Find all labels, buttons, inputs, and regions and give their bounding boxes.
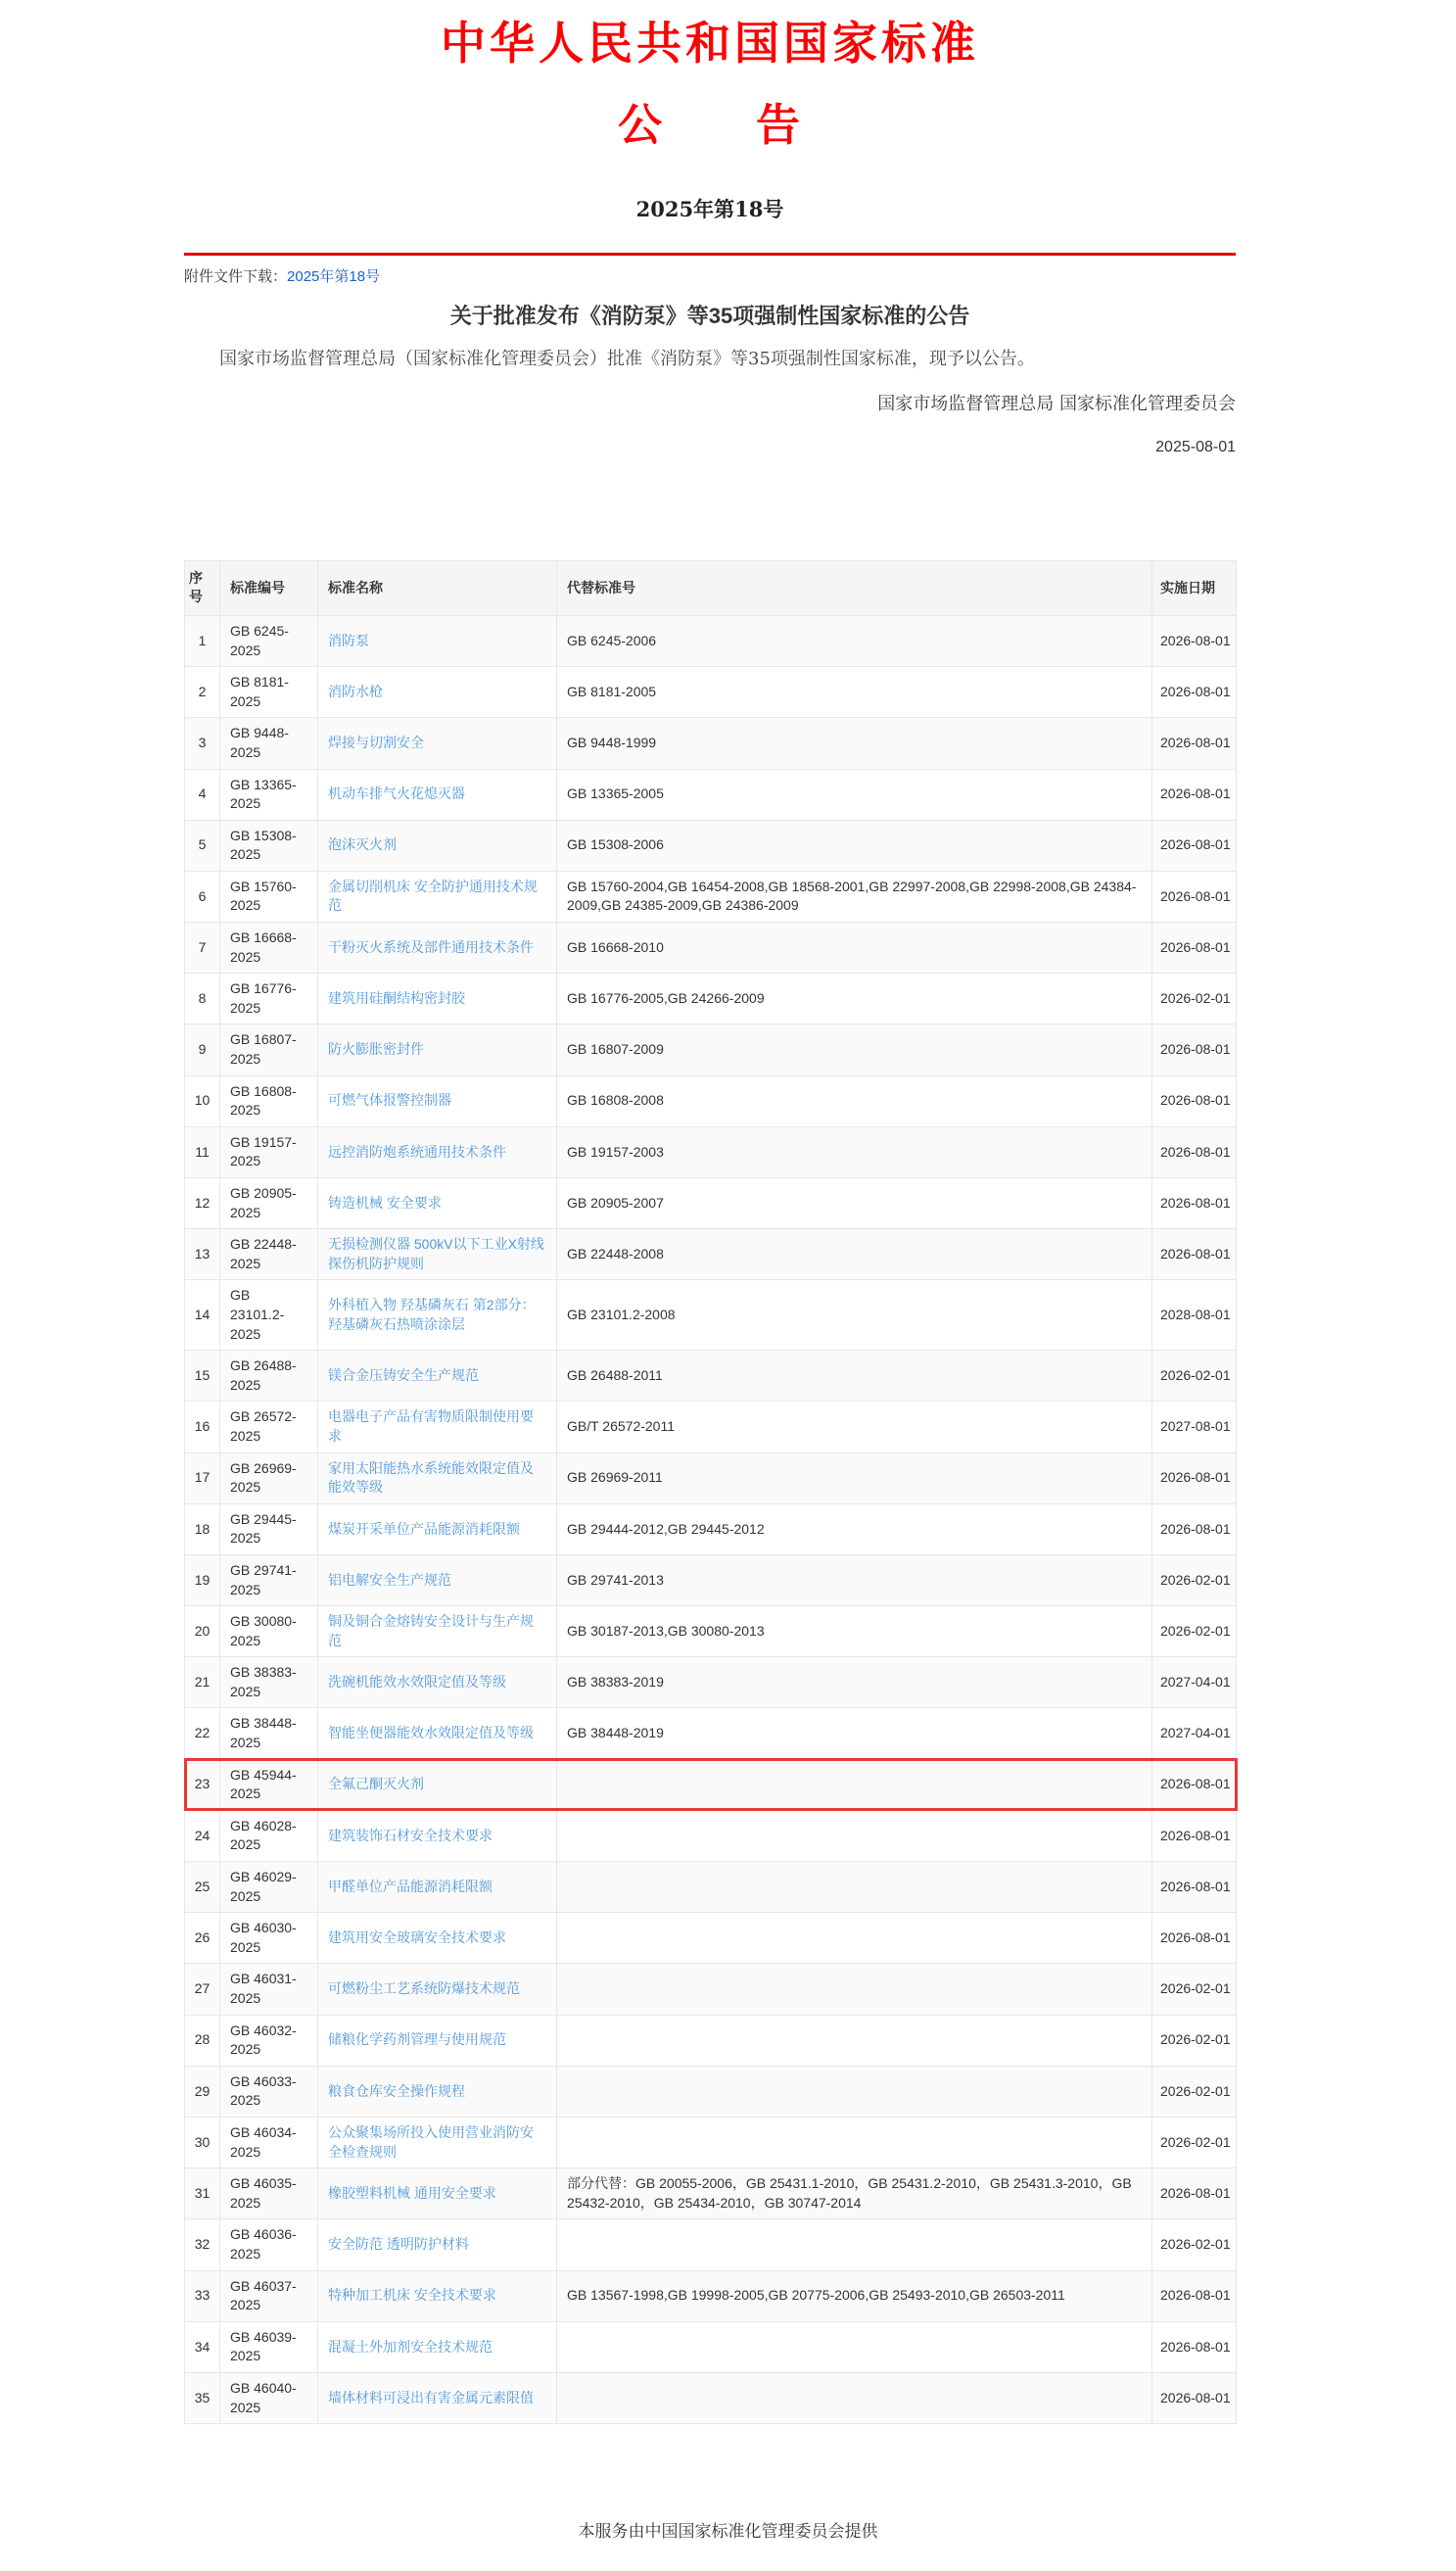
cell-replaced-standards: [557, 1964, 1152, 2015]
column-header-code: 标准编号: [220, 560, 318, 615]
cell-standard-code: GB 15760-2025: [220, 871, 318, 922]
attachment-row: [184, 256, 1236, 288]
cell-standard-code: GB 13365-2025: [220, 769, 318, 820]
cell-serial-number: 29: [185, 2066, 220, 2117]
cell-serial-number: 27: [185, 1964, 220, 2015]
cell-replaced-standards: GB 13567-1998,GB 19998-2005,GB 20775-2006,GB 25493-2010,GB 26503-2011: [557, 2270, 1152, 2321]
cell-standard-code: GB 38448-2025: [220, 1708, 318, 1759]
cell-implementation-date: 2026-08-01: [1152, 2168, 1237, 2219]
standards-table-body: [185, 615, 1237, 2423]
cell-standard-code: GB 9448-2025: [220, 718, 318, 769]
table-row: [185, 1178, 1237, 1229]
notice-title: 关于批准发布《消防泵》等35项强制性国家标准的公告: [449, 303, 970, 328]
cell-implementation-date: 2026-02-01: [1152, 2015, 1237, 2066]
cell-replaced-standards: [557, 1810, 1152, 1861]
table-row: [185, 923, 1237, 974]
publish-date: 2025-08-01: [1155, 438, 1236, 455]
cell-serial-number: 5: [185, 820, 220, 871]
cell-serial-number: 17: [185, 1452, 220, 1503]
cell-replaced-standards: GB 20905-2007: [557, 1178, 1152, 1229]
cell-standard-code: GB 22448-2025: [220, 1229, 318, 1280]
cell-replaced-standards: GB 15760-2004,GB 16454-2008,GB 18568-2001,GB 22997-2008,GB 22998-2008,GB 24384-2009,GB 24385-2009,GB 24386-2009: [557, 871, 1152, 922]
cell-serial-number: 15: [185, 1351, 220, 1402]
cell-standard-code: GB 46037-2025: [220, 2270, 318, 2321]
standard-name-link[interactable]: 墙体材料可浸出有害金属元素限值: [328, 2389, 534, 2405]
cell-implementation-date: 2027-08-01: [1152, 1402, 1237, 1452]
cell-standard-code: GB 46040-2025: [220, 2372, 318, 2423]
cell-replaced-standards: GB 16776-2005,GB 24266-2009: [557, 974, 1152, 1024]
attachment-download-link[interactable]: 2025年第18号: [287, 267, 381, 285]
cell-implementation-date: 2028-08-01: [1152, 1280, 1237, 1351]
standard-name-link[interactable]: 铝电解安全生产规范: [328, 1571, 451, 1588]
cell-replaced-standards: GB 16807-2009: [557, 1024, 1152, 1075]
cell-serial-number: 28: [185, 2015, 220, 2066]
cell-standard-code: GB 38383-2025: [220, 1657, 318, 1708]
cell-implementation-date: 2026-08-01: [1152, 615, 1237, 666]
cell-serial-number: 22: [185, 1708, 220, 1759]
cell-standard-code: GB 46035-2025: [220, 2168, 318, 2219]
cell-standard-code: GB 23101.2-2025: [220, 1280, 318, 1351]
standard-name-link[interactable]: 甲醛单位产品能源消耗限额: [328, 1878, 493, 1894]
cell-implementation-date: 2027-04-01: [1152, 1708, 1237, 1759]
cell-implementation-date: 2026-08-01: [1152, 820, 1237, 871]
cell-replaced-standards: [557, 2117, 1152, 2167]
cell-implementation-date: 2026-08-01: [1152, 1503, 1237, 1554]
cell-standard-code: GB 46034-2025: [220, 2117, 318, 2167]
cell-implementation-date: 2026-08-01: [1152, 1862, 1237, 1913]
table-row: [185, 1402, 1237, 1452]
standard-name-link[interactable]: 公众聚集场所投入使用营业消防安全检查规则: [328, 2123, 534, 2160]
cell-serial-number: 26: [185, 1913, 220, 1964]
cell-implementation-date: 2027-04-01: [1152, 1657, 1237, 1708]
cell-implementation-date: 2026-08-01: [1152, 1075, 1237, 1126]
cell-replaced-standards: GB 29444-2012,GB 29445-2012: [557, 1503, 1152, 1554]
standards-table: [184, 560, 1237, 2424]
cell-implementation-date: 2026-08-01: [1152, 1024, 1237, 1075]
standard-name-link[interactable]: 可燃粉尘工艺系统防爆技术规范: [328, 1980, 520, 1997]
column-header-name: 标准名称: [318, 560, 557, 615]
table-row: [185, 2117, 1237, 2167]
cell-replaced-standards: GB 38448-2019: [557, 1708, 1152, 1759]
standard-name-link[interactable]: 建筑装饰石材安全技术要求: [328, 1827, 493, 1843]
cell-serial-number: 12: [185, 1178, 220, 1229]
standard-name-link[interactable]: 铜及铜合金熔铸安全设计与生产规范: [328, 1613, 534, 1648]
table-row: [185, 2015, 1237, 2066]
cell-replaced-standards: GB 6245-2006: [557, 615, 1152, 666]
cell-replaced-standards: GB 15308-2006: [557, 820, 1152, 871]
issuer-signature: 国家市场监督管理总局 国家标准化管理委员会: [877, 393, 1236, 414]
table-row: [185, 2372, 1237, 2423]
cell-implementation-date: 2026-08-01: [1152, 1810, 1237, 1861]
column-header-replaces: 代替标准号: [557, 560, 1152, 615]
table-row: [185, 1810, 1237, 1861]
cell-standard-code: GB 45944-2025: [220, 1759, 318, 1810]
cell-standard-code: GB 26488-2025: [220, 1351, 318, 1402]
cell-replaced-standards: [557, 2372, 1152, 2423]
table-row: [185, 1554, 1237, 1605]
table-row: [185, 871, 1237, 922]
cell-implementation-date: 2026-08-01: [1152, 1229, 1237, 1280]
cell-serial-number: 35: [185, 2372, 220, 2423]
cell-serial-number: 18: [185, 1503, 220, 1554]
table-row: [185, 1862, 1237, 1913]
cell-standard-code: GB 15308-2025: [220, 820, 318, 871]
table-row: [185, 1024, 1237, 1075]
standard-name-link[interactable]: 无损检测仪器 500kV以下工业X射线探伤机防护规则: [328, 1236, 544, 1271]
cell-replaced-standards: GB 16668-2010: [557, 923, 1152, 974]
cell-standard-code: GB 16668-2025: [220, 923, 318, 974]
table-row: [185, 2270, 1237, 2321]
cell-implementation-date: 2026-02-01: [1152, 1554, 1237, 1605]
standards-table-header: [185, 560, 1237, 615]
cell-replaced-standards: [557, 2219, 1152, 2270]
cell-serial-number: 20: [185, 1606, 220, 1657]
table-row: [185, 1913, 1237, 1964]
standard-name-link[interactable]: 混凝土外加剂安全技术规范: [328, 2338, 493, 2355]
cell-implementation-date: 2026-08-01: [1152, 1452, 1237, 1503]
table-row: [185, 2219, 1237, 2270]
standard-name-link[interactable]: 家用太阳能热水系统能效限定值及能效等级: [328, 1459, 534, 1496]
cell-serial-number: 8: [185, 974, 220, 1024]
cell-replaced-standards: GB 8181-2005: [557, 667, 1152, 718]
cell-implementation-date: 2026-02-01: [1152, 2117, 1237, 2167]
table-row: [185, 1126, 1237, 1177]
cell-replaced-standards: GB 9448-1999: [557, 718, 1152, 769]
standard-name-link[interactable]: 防火膨胀密封件: [328, 1041, 424, 1058]
cell-implementation-date: 2026-08-01: [1152, 1759, 1237, 1810]
cell-replaced-standards: GB 30187-2013,GB 30080-2013: [557, 1606, 1152, 1657]
cell-replaced-standards: GB 26969-2011: [557, 1452, 1152, 1503]
standard-name-link[interactable]: 机动车排气火花熄灭器: [328, 786, 465, 802]
table-row: [185, 1280, 1237, 1351]
announcement-page: [184, 16, 1236, 2424]
standard-name-link[interactable]: 金属切削机床 安全防护通用技术规范: [328, 878, 538, 914]
cell-implementation-date: 2026-08-01: [1152, 2372, 1237, 2423]
cell-implementation-date: 2026-02-01: [1152, 1351, 1237, 1402]
cell-standard-code: GB 16808-2025: [220, 1075, 318, 1126]
cell-serial-number: 34: [185, 2321, 220, 2372]
cell-implementation-date: 2026-08-01: [1152, 667, 1237, 718]
cell-serial-number: 4: [185, 769, 220, 820]
cell-replaced-standards: GB 22448-2008: [557, 1229, 1152, 1280]
cell-serial-number: 33: [185, 2270, 220, 2321]
standard-name-link[interactable]: 安全防范 透明防护材料: [328, 2236, 469, 2253]
cell-standard-code: GB 46033-2025: [220, 2066, 318, 2117]
cell-implementation-date: 2026-08-01: [1152, 871, 1237, 922]
cell-replaced-standards: [557, 2321, 1152, 2372]
cell-implementation-date: 2026-08-01: [1152, 2321, 1237, 2372]
table-row: [185, 2066, 1237, 2117]
cell-implementation-date: 2026-08-01: [1152, 769, 1237, 820]
cell-standard-code: GB 19157-2025: [220, 1126, 318, 1177]
cell-replaced-standards: GB 38383-2019: [557, 1657, 1152, 1708]
cell-standard-code: GB 46031-2025: [220, 1964, 318, 2015]
table-row: [185, 1503, 1237, 1554]
table-row: [185, 1075, 1237, 1126]
cell-standard-code: GB 8181-2025: [220, 667, 318, 718]
attachment-label: 附件文件下载：: [184, 267, 288, 285]
cell-standard-code: GB 46032-2025: [220, 2015, 318, 2066]
standard-name-link[interactable]: 洗碗机能效水效限定值及等级: [328, 1674, 506, 1690]
cell-replaced-standards: GB 16808-2008: [557, 1075, 1152, 1126]
cell-standard-code: GB 26572-2025: [220, 1402, 318, 1452]
table-row: [185, 667, 1237, 718]
table-row: [185, 2321, 1237, 2372]
table-row: [185, 974, 1237, 1024]
cell-standard-code: GB 46030-2025: [220, 1913, 318, 1964]
cell-implementation-date: 2026-08-01: [1152, 718, 1237, 769]
cell-implementation-date: 2026-02-01: [1152, 2219, 1237, 2270]
table-row: [185, 1708, 1237, 1759]
table-row: [185, 1657, 1237, 1708]
cell-replaced-standards: GB 23101.2-2008: [557, 1280, 1152, 1351]
standard-name-link[interactable]: 消防水枪: [328, 683, 383, 699]
cell-serial-number: 24: [185, 1810, 220, 1861]
table-row: [185, 718, 1237, 769]
cell-implementation-date: 2026-02-01: [1152, 974, 1237, 1024]
cell-implementation-date: 2026-08-01: [1152, 1126, 1237, 1177]
standard-name-link[interactable]: 焊接与切割安全: [328, 735, 424, 751]
cell-serial-number: 1: [185, 615, 220, 666]
cell-standard-code: GB 46029-2025: [220, 1862, 318, 1913]
table-row: [185, 1452, 1237, 1503]
column-header-serial: 序号: [185, 560, 220, 615]
cell-implementation-date: 2026-02-01: [1152, 1606, 1237, 1657]
table-row: [185, 1351, 1237, 1402]
cell-standard-code: GB 20905-2025: [220, 1178, 318, 1229]
cell-serial-number: 25: [185, 1862, 220, 1913]
cell-serial-number: 2: [185, 667, 220, 718]
standard-name-link[interactable]: 消防泵: [328, 632, 369, 648]
cell-serial-number: 6: [185, 871, 220, 922]
cell-standard-code: GB 26969-2025: [220, 1452, 318, 1503]
issue-number: 2025年第18号: [635, 196, 784, 221]
notice-body: 国家市场监督管理总局（国家标准化管理委员会）批准《消防泵》等35项强制性国家标准，现予以公告。: [219, 348, 1035, 369]
standard-name-link[interactable]: 全氟己酮灭火剂: [328, 1776, 424, 1792]
standard-name-link[interactable]: 智能坐便器能效水效限定值及等级: [328, 1725, 534, 1741]
cell-implementation-date: 2026-08-01: [1152, 1913, 1237, 1964]
cell-standard-code: GB 16776-2025: [220, 974, 318, 1024]
cell-standard-code: GB 46028-2025: [220, 1810, 318, 1861]
cell-serial-number: 7: [185, 923, 220, 974]
table-row: [185, 2168, 1237, 2219]
standard-name-link[interactable]: 泡沫灭火剂: [328, 836, 397, 853]
cell-replaced-standards: 部分代替：GB 20055-2006，GB 25431.1-2010，GB 25431.2-2010，GB 25431.3-2010，GB 25432-2010，GB 25434-2010，GB 30747-2014: [557, 2168, 1152, 2219]
announcement-subtitle: 公 告: [617, 98, 802, 151]
cell-serial-number: 3: [185, 718, 220, 769]
standard-name-link[interactable]: 远控消防炮系统通用技术条件: [328, 1143, 506, 1160]
cell-replaced-standards: [557, 1913, 1152, 1964]
cell-serial-number: 16: [185, 1402, 220, 1452]
standard-name-link[interactable]: 特种加工机床 安全技术要求: [328, 2287, 496, 2304]
cell-implementation-date: 2026-08-01: [1152, 1178, 1237, 1229]
table-row: [185, 1229, 1237, 1280]
cell-serial-number: 32: [185, 2219, 220, 2270]
cell-serial-number: 23: [185, 1759, 220, 1810]
cell-replaced-standards: GB 13365-2005: [557, 769, 1152, 820]
cell-replaced-standards: GB 26488-2011: [557, 1351, 1152, 1402]
cell-implementation-date: 2026-08-01: [1152, 923, 1237, 974]
cell-implementation-date: 2026-02-01: [1152, 2066, 1237, 2117]
cell-replaced-standards: GB 19157-2003: [557, 1126, 1152, 1177]
cell-serial-number: 21: [185, 1657, 220, 1708]
cell-serial-number: 9: [185, 1024, 220, 1075]
standard-name-link[interactable]: 粮食仓库安全操作规程: [328, 2082, 465, 2099]
cell-serial-number: 11: [185, 1126, 220, 1177]
cell-standard-code: GB 46039-2025: [220, 2321, 318, 2372]
main-title: 中华人民共和国国家标准: [441, 17, 979, 70]
standard-name-link[interactable]: 外科植入物 羟基磷灰石 第2部分：羟基磷灰石热喷涂涂层: [328, 1297, 536, 1332]
footer-text: 本服务由中国国家标准化管理委员会提供: [578, 2522, 878, 2542]
cell-replaced-standards: GB 29741-2013: [557, 1554, 1152, 1605]
standard-name-link[interactable]: 可燃气体报警控制器: [328, 1092, 451, 1109]
column-header-date: 实施日期: [1152, 560, 1237, 615]
cell-standard-code: GB 6245-2025: [220, 615, 318, 666]
table-row: [185, 769, 1237, 820]
standard-name-link[interactable]: 橡胶塑料机械 通用安全要求: [328, 2184, 496, 2201]
cell-standard-code: GB 30080-2025: [220, 1606, 318, 1657]
standard-name-link[interactable]: 建筑用安全玻璃安全技术要求: [328, 1929, 506, 1946]
table-row: [185, 820, 1237, 871]
cell-standard-code: GB 29445-2025: [220, 1503, 318, 1554]
standard-name-link[interactable]: 干粉灭火系统及部件通用技术条件: [328, 938, 534, 955]
cell-serial-number: 10: [185, 1075, 220, 1126]
standard-name-link[interactable]: 铸造机械 安全要求: [328, 1194, 442, 1211]
standard-name-link[interactable]: 建筑用硅酮结构密封胶: [328, 990, 465, 1007]
cell-replaced-standards: [557, 2066, 1152, 2117]
cell-serial-number: 14: [185, 1280, 220, 1351]
cell-standard-code: GB 16807-2025: [220, 1024, 318, 1075]
cell-replaced-standards: GB/T 26572-2011: [557, 1402, 1152, 1452]
standard-name-link[interactable]: 煤炭开采单位产品能源消耗限额: [328, 1520, 520, 1537]
table-row: [185, 1759, 1237, 1810]
cell-serial-number: 31: [185, 2168, 220, 2219]
cell-serial-number: 30: [185, 2117, 220, 2167]
table-row: [185, 1964, 1237, 2015]
cell-implementation-date: 2026-08-01: [1152, 2270, 1237, 2321]
table-row: [185, 1606, 1237, 1657]
cell-replaced-standards: [557, 1862, 1152, 1913]
standard-name-link[interactable]: 储粮化学药剂管理与使用规范: [328, 2031, 506, 2048]
cell-standard-code: GB 29741-2025: [220, 1554, 318, 1605]
cell-serial-number: 13: [185, 1229, 220, 1280]
cell-replaced-standards: [557, 1759, 1152, 1810]
standard-name-link[interactable]: 电器电子产品有害物质限制使用要求: [328, 1408, 534, 1444]
cell-implementation-date: 2026-02-01: [1152, 1964, 1237, 2015]
cell-serial-number: 19: [185, 1554, 220, 1605]
cell-replaced-standards: [557, 2015, 1152, 2066]
standard-name-link[interactable]: 镁合金压铸安全生产规范: [328, 1366, 479, 1383]
cell-standard-code: GB 46036-2025: [220, 2219, 318, 2270]
table-row: [185, 615, 1237, 666]
